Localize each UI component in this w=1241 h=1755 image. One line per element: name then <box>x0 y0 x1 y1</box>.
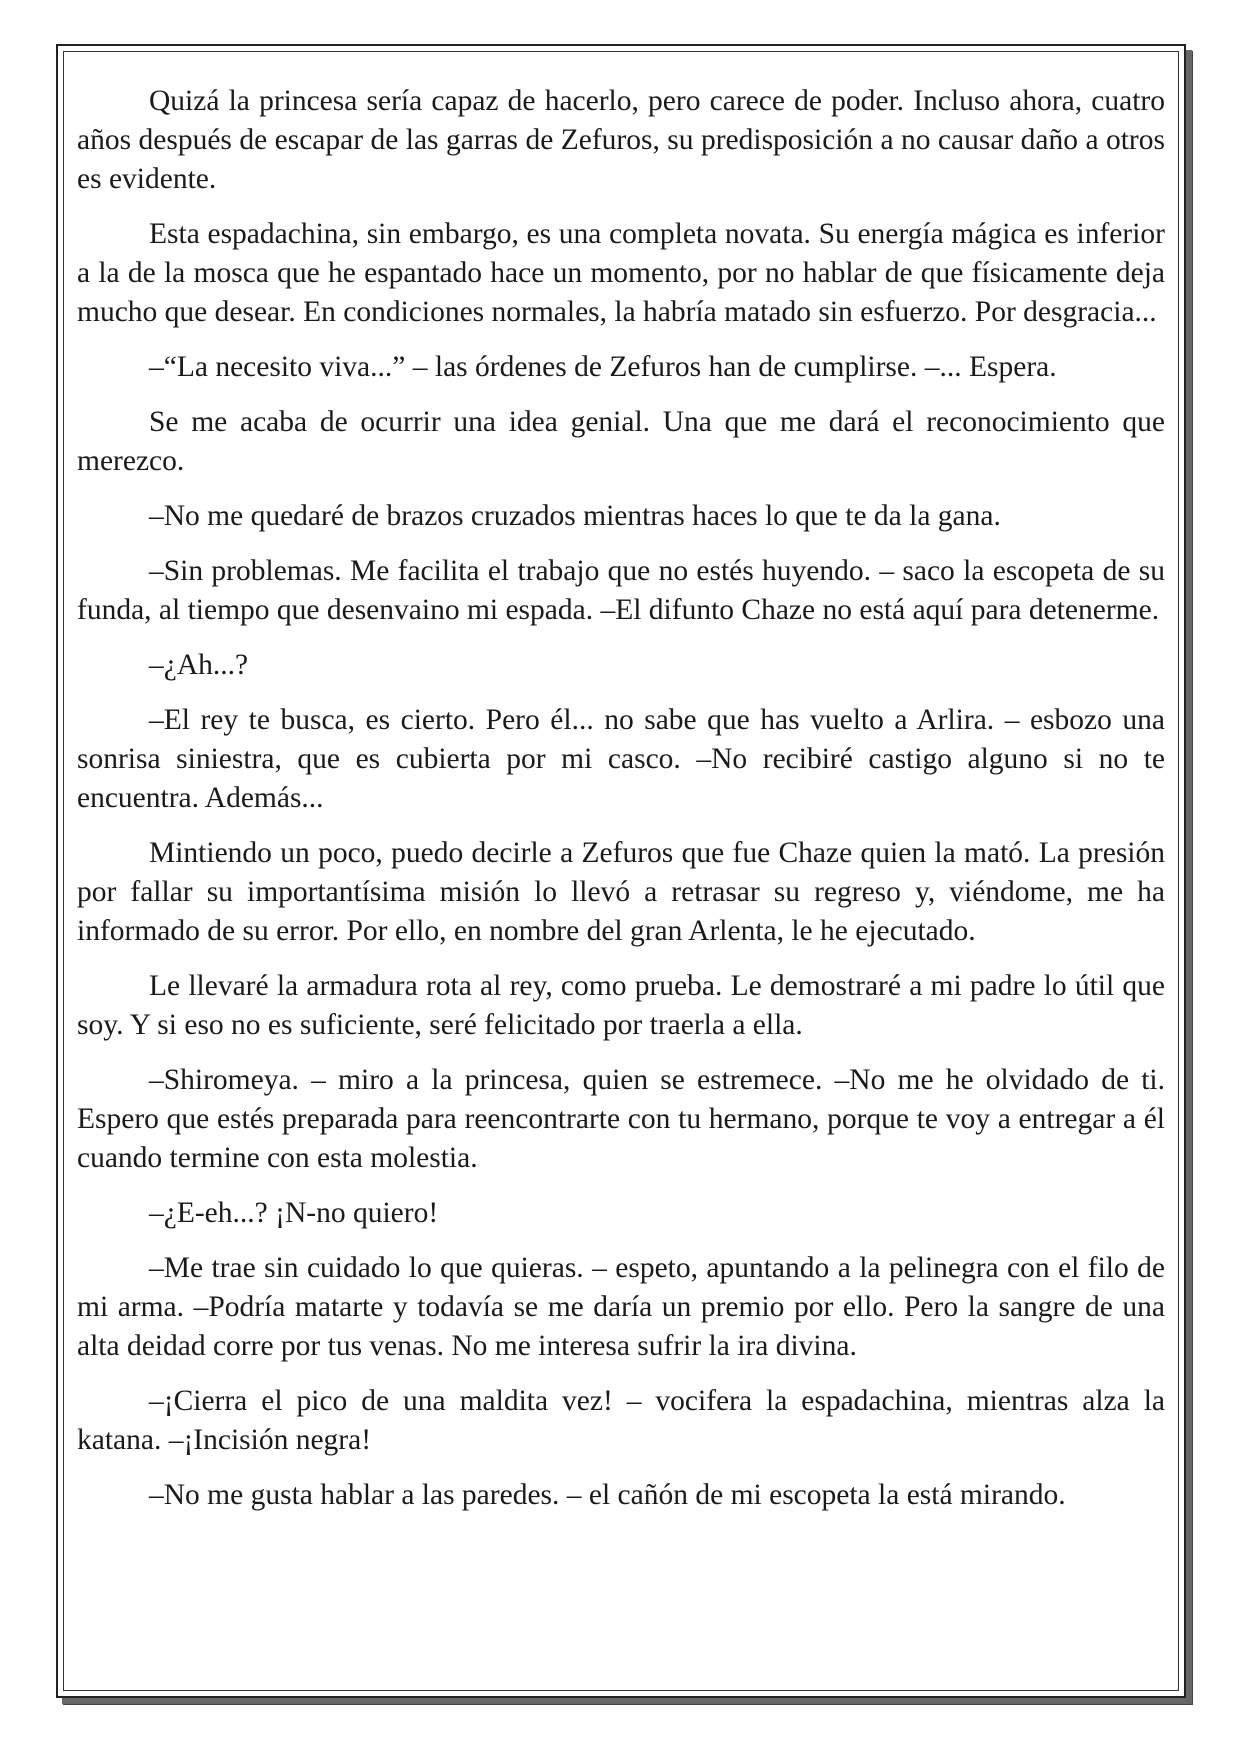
paragraph: Quizá la princesa sería capaz de hacerlo, pero carece de poder. Incluso ahora, cuatro años después de escapar de las garras de Zefuros, su predisposición a no causar daño a otros es evidente. <box>77 85 1165 195</box>
paragraph: –Me trae sin cuidado lo que quieras. – espeto, apuntando a la pelinegra con el filo de mi arma. –Podría matarte y todavía se me daría un premio por ello. Pero la sangre de una alta deidad corre por tus venas. No me interesa sufrir la ira divina. <box>77 1252 1165 1362</box>
paragraph: –¿Ah...? <box>149 649 249 681</box>
page-border <box>56 44 1186 1698</box>
paragraph: –El rey te busca, es cierto. Pero él... no sabe que has vuelto a Arlira. – esbozo una sonrisa siniestra, que es cubierta por mi casco. –No recibiré castigo alguno si no te encuentra. Además... <box>77 704 1165 814</box>
paragraph: Esta espadachina, sin embargo, es una completa novata. Su energía mágica es inferior a la de la mosca que he espantado hace un momento, por no hablar de que físicamente deja mucho que desear. En condiciones normales, la habría matado sin esfuerzo. Por desgracia... <box>77 218 1165 328</box>
paragraph: Le llevaré la armadura rota al rey, como prueba. Le demostraré a mi padre lo útil que soy. Y si eso no es suficiente, seré felicitado por traerla a ella. <box>77 970 1165 1041</box>
paragraph: –Shiromeya. – miro a la princesa, quien se estremece. –No me he olvidado de ti. Espero que estés preparada para reencontrarte con tu hermano, porque te voy a entregar a él cuando termine con esta molestia. <box>77 1064 1165 1174</box>
story-text <box>77 82 1165 1531</box>
paragraph: –“La necesito viva...” – las órdenes de Zefuros han de cumplirse. –... Espera. <box>149 351 1057 383</box>
paragraph: –¿E-eh...? ¡N-no quiero! <box>149 1197 439 1229</box>
paragraph: –No me gusta hablar a las paredes. – el cañón de mi escopeta la está mirando. <box>149 1479 1066 1511</box>
paragraph: –No me quedaré de brazos cruzados mientras haces lo que te da la gana. <box>149 500 1001 532</box>
paragraph: –¡Cierra el pico de una maldita vez! – vocifera la espadachina, mientras alza la katana. –¡Incisión negra! <box>77 1385 1165 1456</box>
paragraph: –Sin problemas. Me facilita el trabajo que no estés huyendo. – saco la escopeta de su funda, al tiempo que desenvaino mi espada. –El difunto Chaze no está aquí para detenerme. <box>77 555 1165 626</box>
paragraph: Se me acaba de ocurrir una idea genial. Una que me dará el reconocimiento que merezco. <box>77 406 1165 477</box>
paragraph: Mintiendo un poco, puedo decirle a Zefuros que fue Chaze quien la mató. La presión por fallar su importantísima misión lo llevó a retrasar su regreso y, viéndome, me ha informado de su error. Por ello, en nombre del gran Arlenta, le he ejecutado. <box>77 837 1165 947</box>
